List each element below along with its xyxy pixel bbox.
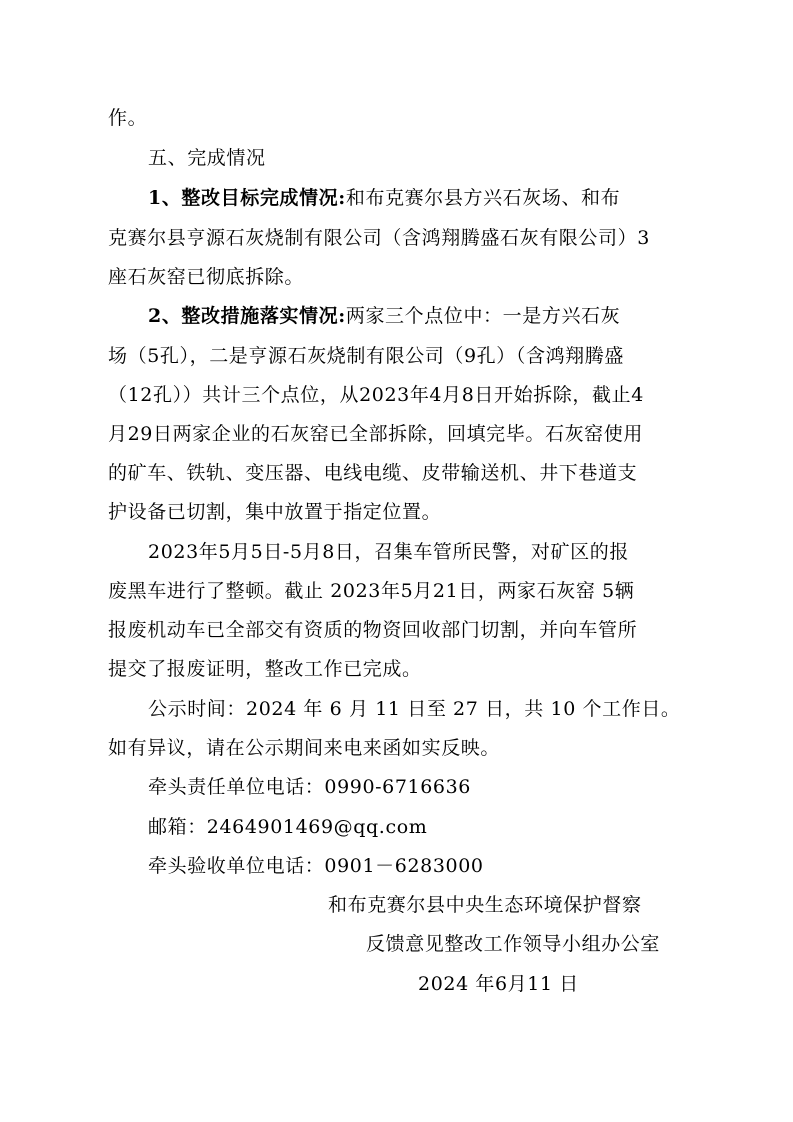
paragraph-line: 废黑车进行了整顿。截止 2023年5月21日，两家石灰窑 5辆 (108, 580, 635, 602)
paragraph-line: 2023年5月5日-5月8日，召集车管所民警，对矿区的报 (148, 541, 629, 563)
paragraph-line: 报废机动车已全部交有资质的物资回收部门切割，并向车管所 (108, 619, 638, 641)
paragraph-line: 作。 (108, 107, 148, 129)
contact-phone-responsible: 牵头责任单位电话：0990-6716636 (148, 776, 471, 798)
paragraph-line: 克赛尔县亨源石灰烧制有限公司（含鸿翔腾盛石灰有限公司）3 (108, 227, 650, 249)
paragraph-line: 的矿车、铁轨、变压器、电线电缆、皮带输送机、井下巷道支 (108, 462, 638, 484)
subheading: 2、整改措施落实情况: (148, 305, 346, 327)
paragraph-line: 场（5孔），二是亨源石灰烧制有限公司（9孔）（含鸿翔腾盛 (108, 345, 624, 367)
paragraph-line: 提交了报废证明，整改工作已完成。 (108, 658, 422, 680)
signature-date: 2024 年6月11 日 (418, 973, 579, 995)
subheading: 1、整改目标完成情况: (148, 187, 346, 209)
section-heading: 五、完成情况 (148, 147, 266, 169)
contact-email: 邮箱：2464901469@qq.com (148, 816, 428, 838)
paragraph-line: （12孔））共计三个点位，从2023年4月8日开始拆除，截止4 (108, 384, 644, 406)
paragraph-line (148, 304, 688, 328)
paragraph-text: 和布克赛尔县方兴石灰场、和布 (345, 187, 621, 209)
paragraph-line (148, 186, 688, 210)
contact-phone-acceptance: 牵头验收单位电话：0901－6283000 (148, 855, 484, 877)
signature-organization-line1: 和布克赛尔县中央生态环境保护督察 (328, 894, 642, 916)
paragraph-line: 月29日两家企业的石灰窑已全部拆除，回填完毕。石灰窑使用 (108, 423, 643, 445)
paragraph-line: 护设备已切割，集中放置于指定位置。 (108, 501, 442, 523)
paragraph-text: 两家三个点位中：一是方兴石灰 (345, 305, 621, 327)
signature-organization-line2: 反馈意见整改工作领导小组办公室 (366, 933, 661, 955)
notice-period: 公示时间：2024 年 6 月 11 日至 27 日，共 10 个工作日。 (148, 698, 681, 720)
paragraph-line: 座石灰窑已彻底拆除。 (108, 266, 305, 288)
paragraph-line: 如有异议，请在公示期间来电来函如实反映。 (108, 737, 501, 759)
